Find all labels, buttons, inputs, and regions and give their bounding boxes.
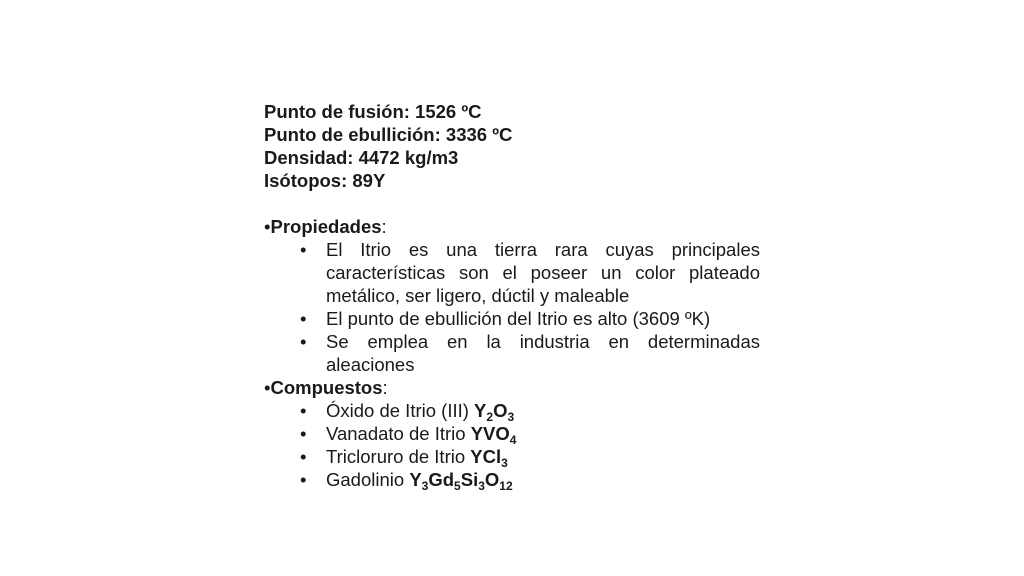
formula-subscript: 2	[486, 410, 494, 424]
chemical-formula	[409, 469, 513, 493]
formula-subscript: 3	[421, 479, 429, 493]
compound-name: Gadolinio	[326, 469, 410, 490]
spacer	[264, 192, 760, 215]
compuestos-title: Compuestos	[270, 377, 383, 398]
slide-content	[264, 100, 760, 491]
compuestos-colon: :	[382, 377, 388, 398]
bullet-dot: •	[300, 446, 307, 467]
compound-name: Tricloruro de Itrio	[326, 446, 471, 467]
formula-subscript: 3	[507, 410, 515, 424]
compuestos-bullet: •	[264, 377, 271, 398]
formula-part: Y	[409, 469, 422, 490]
formula-subscript: 3	[478, 479, 485, 493]
chemical-formula	[470, 423, 517, 447]
formula-subscript: 5	[454, 479, 461, 493]
formula-part: Gd	[428, 469, 455, 490]
bullet-dot: •	[300, 400, 307, 421]
density: Densidad: 4472 kg/m3	[264, 147, 459, 168]
formula-subscript: 12	[499, 479, 513, 493]
formula-subscript: 3	[501, 456, 508, 470]
propiedades-list	[264, 238, 760, 376]
compound-name: Óxido de Itrio (III)	[326, 400, 475, 421]
list-item-text: El Itrio es una tierra rara cuyas principales características son el poseer un color plateado metálico, ser ligero, dúctil y maleable	[326, 239, 760, 306]
propiedades-bullet: •	[264, 216, 271, 237]
list-item	[264, 422, 760, 445]
formula-part: O	[484, 469, 500, 490]
compuestos-heading	[264, 376, 760, 399]
boiling-point: Punto de ebullición: 3336 ºC	[264, 124, 513, 145]
formula-part: YCl	[470, 446, 502, 467]
compound-name: Vanadato de Itrio	[326, 423, 471, 444]
propiedades-title: Propiedades	[270, 216, 382, 237]
list-item	[264, 445, 760, 468]
list-item	[264, 307, 760, 330]
bullet-dot: •	[300, 469, 307, 490]
chemical-formula	[470, 446, 508, 470]
formula-part: Si	[460, 469, 479, 490]
chemical-formula	[474, 400, 515, 424]
bullet-dot: •	[300, 423, 307, 444]
list-item	[264, 468, 760, 491]
formula-part: O	[493, 400, 508, 421]
formula-part: Y	[474, 400, 487, 421]
propiedades-colon: :	[381, 216, 387, 237]
bullet-dot: •	[300, 308, 307, 329]
isotopes: Isótopos: 89Y	[264, 170, 386, 191]
formula-part: YVO	[470, 423, 510, 444]
bullet-dot: •	[300, 331, 307, 352]
list-item	[264, 399, 760, 422]
formula-subscript: 4	[509, 433, 517, 447]
list-item	[264, 238, 760, 307]
propiedades-heading	[264, 215, 760, 238]
melting-point: Punto de fusión: 1526 ºC	[264, 101, 482, 122]
list-item-text: Se emplea en la industria en determinadas aleaciones	[326, 331, 760, 375]
list-item	[264, 330, 760, 376]
compuestos-list	[264, 399, 760, 491]
list-item-text: El punto de ebullición del Itrio es alto (3609 ºK)	[326, 308, 711, 329]
bullet-dot: •	[300, 239, 307, 260]
